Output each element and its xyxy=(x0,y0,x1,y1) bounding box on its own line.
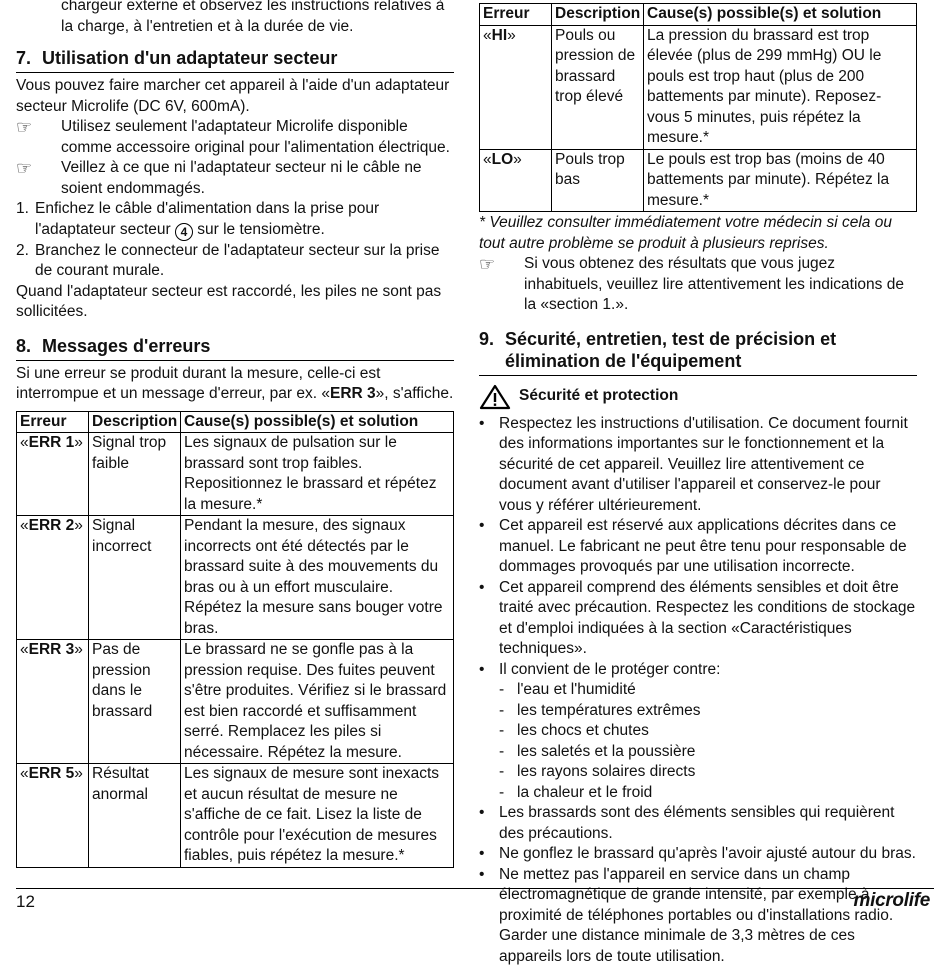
section-8-heading: 8. Messages d'erreurs xyxy=(16,335,454,361)
table-row: «ERR 2» Signal incorrect Pendant la mesure, des signaux incorrects ont été détectés par le brassard suite à des mouvements du bras ou à un effort musculaire. Répétez la mesure sans bouger votre bras. xyxy=(17,516,454,640)
list-item: • Respectez les instructions d'utilisation. Ce document fournit des informations importantes sur le fonctionnement et la sécurité de cet appareil. Veuillez lire attentivement ce document avant d'utiliser l'appareil et conservez-le pour vous y référer ultérieurement. xyxy=(479,414,917,517)
section-9-heading: 9. Sécurité, entretien, test de précision et élimination de l'équipement xyxy=(479,328,917,376)
unusual-results-note: ☞ Si vous obtenez des résultats que vous jugez inhabituels, veuillez lire attentivement les indications de la «section 1.». xyxy=(479,254,917,316)
footer-divider xyxy=(16,888,934,889)
list-subitem: - les températures extrêmes xyxy=(479,701,917,722)
list-subitem: - la chaleur et le froid xyxy=(479,783,917,804)
s7-paragraph: Vous pouvez faire marcher cet appareil à l'aide d'un adaptateur secteur Microlife (DC 6V, 600mA). xyxy=(16,76,454,117)
pointing-hand-icon: ☞ xyxy=(479,254,524,316)
circled-ref-4: 4 xyxy=(175,223,193,241)
table-row: «HI» Pouls ou pression de brassard trop élevé La pression du brassard est trop élevée (plus de 299 mmHg) OU le pouls est trop haut (plus de 200 battements par minute). Reposez-vous 5 minutes, puis répétez la mesure.* xyxy=(480,25,917,149)
s7-paragraph-2: Quand l'adaptateur secteur est raccordé, les piles ne sont pas sollicitées. xyxy=(16,282,454,323)
table-row: «LO» Pouls trop bas Le pouls est trop bas (moins de 40 battements par minute). Répétez la mesure.* xyxy=(480,149,917,212)
s7-step-2: 2. Branchez le connecteur de l'adaptateur secteur sur la prise de courant murale. xyxy=(16,241,454,282)
table-row: «ERR 1» Signal trop faible Les signaux de pulsation sur le brassard sont trop faibles. Repositionnez le brassard et répétez la mesure.* xyxy=(17,433,454,516)
table-header-row: Erreur Description Cause(s) possible(s) et solution xyxy=(480,4,917,26)
s8-paragraph: Si une erreur se produit durant la mesure, celle-ci est interrompue et un message d'erreur, par ex. «ERR 3», s'affiche. xyxy=(16,364,454,405)
table-row: «ERR 5» Résultat anormal Les signaux de mesure sont inexacts et aucun résultat de mesure ne s'affiche de ce fait. Lisez la liste de contrôle pour l'exécution de mesures fiables, puis répétez la mesure.* xyxy=(17,764,454,868)
list-item: • Ne gonflez le brassard qu'après l'avoir ajusté autour du bras. xyxy=(479,844,917,865)
table-footnote: * Veuillez consulter immédiatement votre médecin si cela ou tout autre problème se produit à plusieurs reprises. xyxy=(479,213,917,254)
brand-logo: microlife xyxy=(854,890,931,912)
table-header-row: Erreur Description Cause(s) possible(s) et solution xyxy=(17,411,454,433)
list-subitem: - l'eau et l'humidité xyxy=(479,680,917,701)
list-subitem: - les rayons solaires directs xyxy=(479,762,917,783)
warning-triangle-icon xyxy=(479,384,511,410)
s7-step-1: 1. Enfichez le câble d'alimentation dans la prise pour l'adaptateur secteur 4 sur le tensiomètre. xyxy=(16,199,454,241)
table-row: «ERR 3» Pas de pression dans le brassard Le brassard ne se gonfle pas à la pression requise. Des fuites peuvent s'être produites. Vérifiez si le brassard est bien raccordé et suffisamment serré. Remplacez les piles si nécessaire. Répétez la mesure. xyxy=(17,640,454,764)
safety-subheading: Sécurité et protection xyxy=(479,384,917,410)
page-number: 12 xyxy=(16,892,35,912)
s7-note-2: ☞ Veillez à ce que ni l'adaptateur secteur ni le câble ne soient endommagés. xyxy=(16,158,454,199)
right-column xyxy=(479,0,917,967)
list-item: • Cet appareil comprend des éléments sensibles et doit être traité avec précaution. Respectez les conditions de stockage et d'emploi indiquées à la section «Caractéristiques techniques». xyxy=(479,578,917,660)
error-table xyxy=(16,411,454,868)
list-item: • Il convient de le protéger contre: xyxy=(479,660,917,681)
intro-continuation: chargeur externe et observez les instructions relatives à la charge, à l'entretien et à la durée de vie. xyxy=(16,0,454,37)
section-7-heading: 7. Utilisation d'un adaptateur secteur xyxy=(16,47,454,73)
list-item: • Cet appareil est réservé aux applications décrites dans ce manuel. Le fabricant ne peut être tenu pour responsable de dommages provoqués par une utilisation incorrecte. xyxy=(479,516,917,578)
pointing-hand-icon: ☞ xyxy=(16,158,61,199)
s7-note-1: ☞ Utilisez seulement l'adaptateur Microlife disponible comme accessoire original pour l'alimentation électrique. xyxy=(16,117,454,158)
list-subitem: - les chocs et chutes xyxy=(479,721,917,742)
list-item: • Ne mettez pas l'appareil en service dans un champ électromagnétique de grande intensité, par exemple à proximité de téléphones portables ou d'installations radio. Garder une distance minimale de 3,3 mètres de ces appareils lors de toute utilisation. xyxy=(479,865,917,967)
error-table-continued xyxy=(479,3,917,212)
safety-list xyxy=(479,414,917,967)
list-item: • Les brassards sont des éléments sensibles qui requièrent des précautions. xyxy=(479,803,917,844)
left-column xyxy=(16,0,454,868)
pointing-hand-icon: ☞ xyxy=(16,117,61,158)
list-subitem: - les saletés et la poussière xyxy=(479,742,917,763)
